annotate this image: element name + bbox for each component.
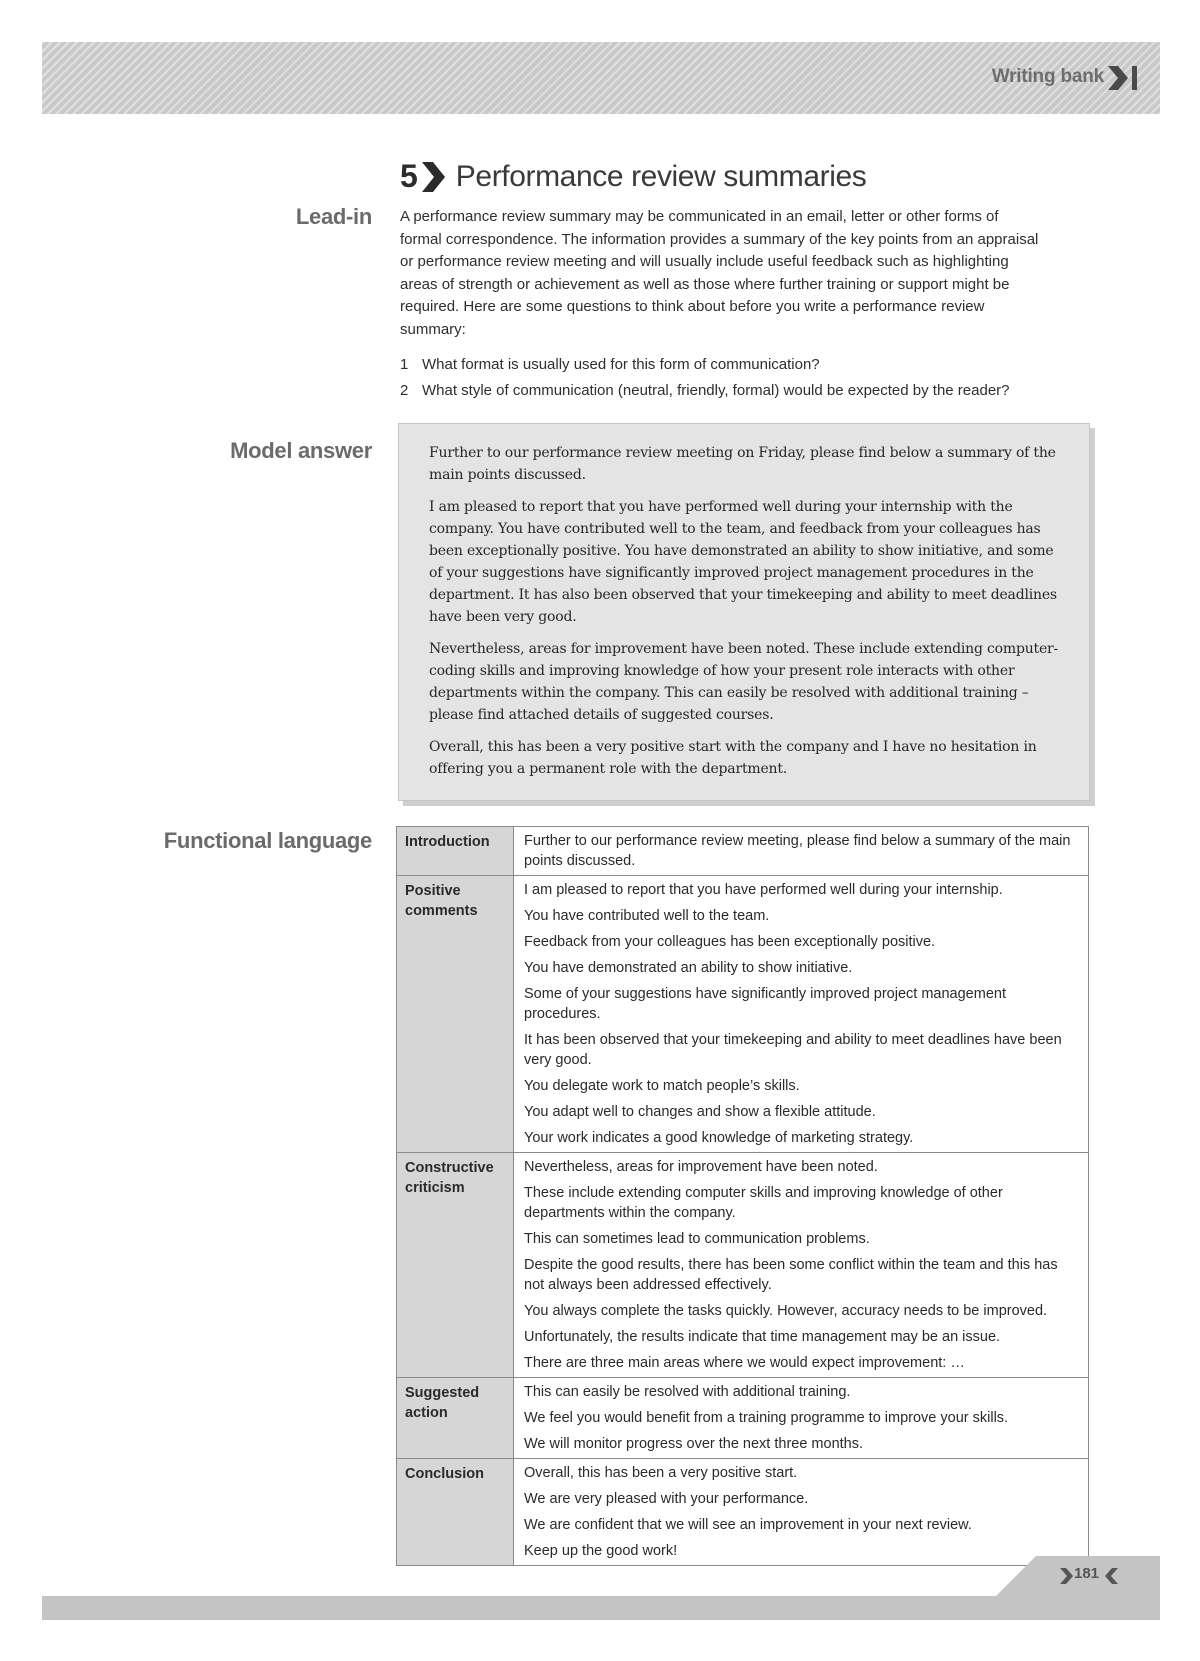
phrases-cell: [514, 1378, 1089, 1459]
phrase: I am pleased to report that you have performed well during your internship.: [524, 882, 1003, 898]
table-row: [397, 1378, 1089, 1459]
phrase: You always complete the tasks quickly. However, accuracy needs to be improved.: [524, 1303, 1048, 1319]
phrases-cell: [514, 876, 1089, 1153]
phrase: Feedback from your colleagues has been exceptionally positive.: [524, 934, 936, 950]
phrase: We will monitor progress over the next three months.: [524, 1436, 864, 1452]
phrase: You adapt well to changes and show a flexible attitude.: [524, 1104, 876, 1120]
category-cell: Suggested action: [397, 1378, 514, 1459]
question-number: 2: [400, 382, 409, 399]
phrase: We are confident that we will see an improvement in your next review.: [524, 1517, 972, 1533]
question-number: 1: [400, 356, 409, 373]
chevron-right-icon: [1060, 1568, 1074, 1584]
model-answer-paragraph: I am pleased to report that you have performed well during your internship with the company. You have contributed well to the team, and feedback from your colleagues has been exceptionally positive. You have demonstrated an ability to show initiative, and some of your suggestions have significantly improved project management procedures in the department. It has also been observed that your timekeeping and ability to meet deadlines have been very good.: [429, 499, 1057, 625]
footer-bar: [42, 1596, 1160, 1620]
phrase: Unfortunately, the results indicate that time management may be an issue.: [524, 1329, 1001, 1345]
phrase: This can sometimes lead to communication problems.: [524, 1231, 870, 1247]
category-cell: Positive comments: [397, 876, 514, 1153]
lead-in-questions: [400, 354, 1060, 406]
phrase: You have contributed well to the team.: [524, 908, 770, 924]
section-number: 5: [400, 158, 418, 194]
list-item: [400, 354, 1060, 376]
phrase: Some of your suggestions have significantly improved project management procedures.: [524, 986, 1006, 1022]
category-cell: Conclusion: [397, 1459, 514, 1566]
category-cell: Constructive criticism: [397, 1153, 514, 1378]
chevron-right-icon: [420, 162, 446, 192]
phrase: We feel you would benefit from a training programme to improve your skills.: [524, 1410, 1009, 1426]
page-number: 181: [1074, 1565, 1100, 1582]
phrase: This can easily be resolved with additional training.: [524, 1384, 851, 1400]
table-row: [397, 827, 1089, 876]
phrase: Overall, this has been a very positive start.: [524, 1465, 798, 1481]
model-answer-paragraph: Overall, this has been a very positive start with the company and I have no hesitation in offering you a permanent role with the department.: [429, 739, 1037, 777]
phrases-cell: [514, 1459, 1089, 1566]
table-row: [397, 876, 1089, 1153]
section-title-text: Performance review summaries: [455, 159, 867, 193]
phrase: Despite the good results, there has been some conflict within the team and this has not always been addressed effectively.: [524, 1257, 1058, 1293]
table-row: [397, 1459, 1089, 1566]
question-text: What style of communication (neutral, friendly, formal) would be expected by the reader?: [422, 382, 1010, 399]
phrase: There are three main areas where we would expect improvement: …: [524, 1355, 965, 1371]
model-answer-label: Model answer: [230, 438, 372, 463]
model-answer-paragraph: Nevertheless, areas for improvement have been noted. These include extending computer-coding skills and improving knowledge of how your present role interacts with other departments within the company. This can easily be resolved with additional training – please find attached details of suggested courses.: [429, 641, 1059, 723]
phrase: Nevertheless, areas for improvement have been noted.: [524, 1159, 878, 1175]
phrase: You delegate work to match people’s skills.: [524, 1078, 800, 1094]
lead-in-text: A performance review summary may be communicated in an email, letter or other forms of formal correspondence. The information provides a summary of the key points from an appraisal or performance review meeting and will usually include useful feedback such as highlighting areas of strength or achievement as well as those where further training or support might be required. Here are some questions to think about before you write a performance review summary:: [400, 208, 1039, 338]
phrase: It has been observed that your timekeeping and ability to meet deadlines have been very good.: [524, 1032, 1062, 1068]
chevron-left-icon: [1104, 1568, 1118, 1584]
table-row: [397, 1153, 1089, 1378]
skip-forward-chevron-icon: [1106, 66, 1146, 90]
model-answer-box: [398, 423, 1090, 801]
functional-language-table: [396, 826, 1089, 1566]
header-band: [42, 42, 1160, 114]
category-cell: Introduction: [397, 827, 514, 876]
functional-language-label: Functional language: [163, 828, 372, 853]
phrase: Further to our performance review meeting, please find below a summary of the main points discussed.: [524, 833, 1071, 869]
model-answer-paragraph: Further to our performance review meeting on Friday, please find below a summary of the main points discussed.: [429, 445, 1056, 483]
phrase: We are very pleased with your performance.: [524, 1491, 809, 1507]
header-title: Writing bank: [991, 66, 1104, 87]
phrase: Your work indicates a good knowledge of marketing strategy.: [524, 1130, 914, 1146]
phrases-cell: [514, 827, 1089, 876]
lead-in-label: Lead-in: [295, 204, 372, 229]
list-item: [400, 380, 1060, 402]
question-text: What format is usually used for this form of communication?: [422, 356, 820, 373]
phrase: You have demonstrated an ability to show initiative.: [524, 960, 853, 976]
phrase: Keep up the good work!: [524, 1543, 678, 1559]
phrase: These include extending computer skills and improving knowledge of other departments within the company.: [524, 1185, 1003, 1221]
section-title: [400, 158, 866, 195]
phrases-cell: [514, 1153, 1089, 1378]
